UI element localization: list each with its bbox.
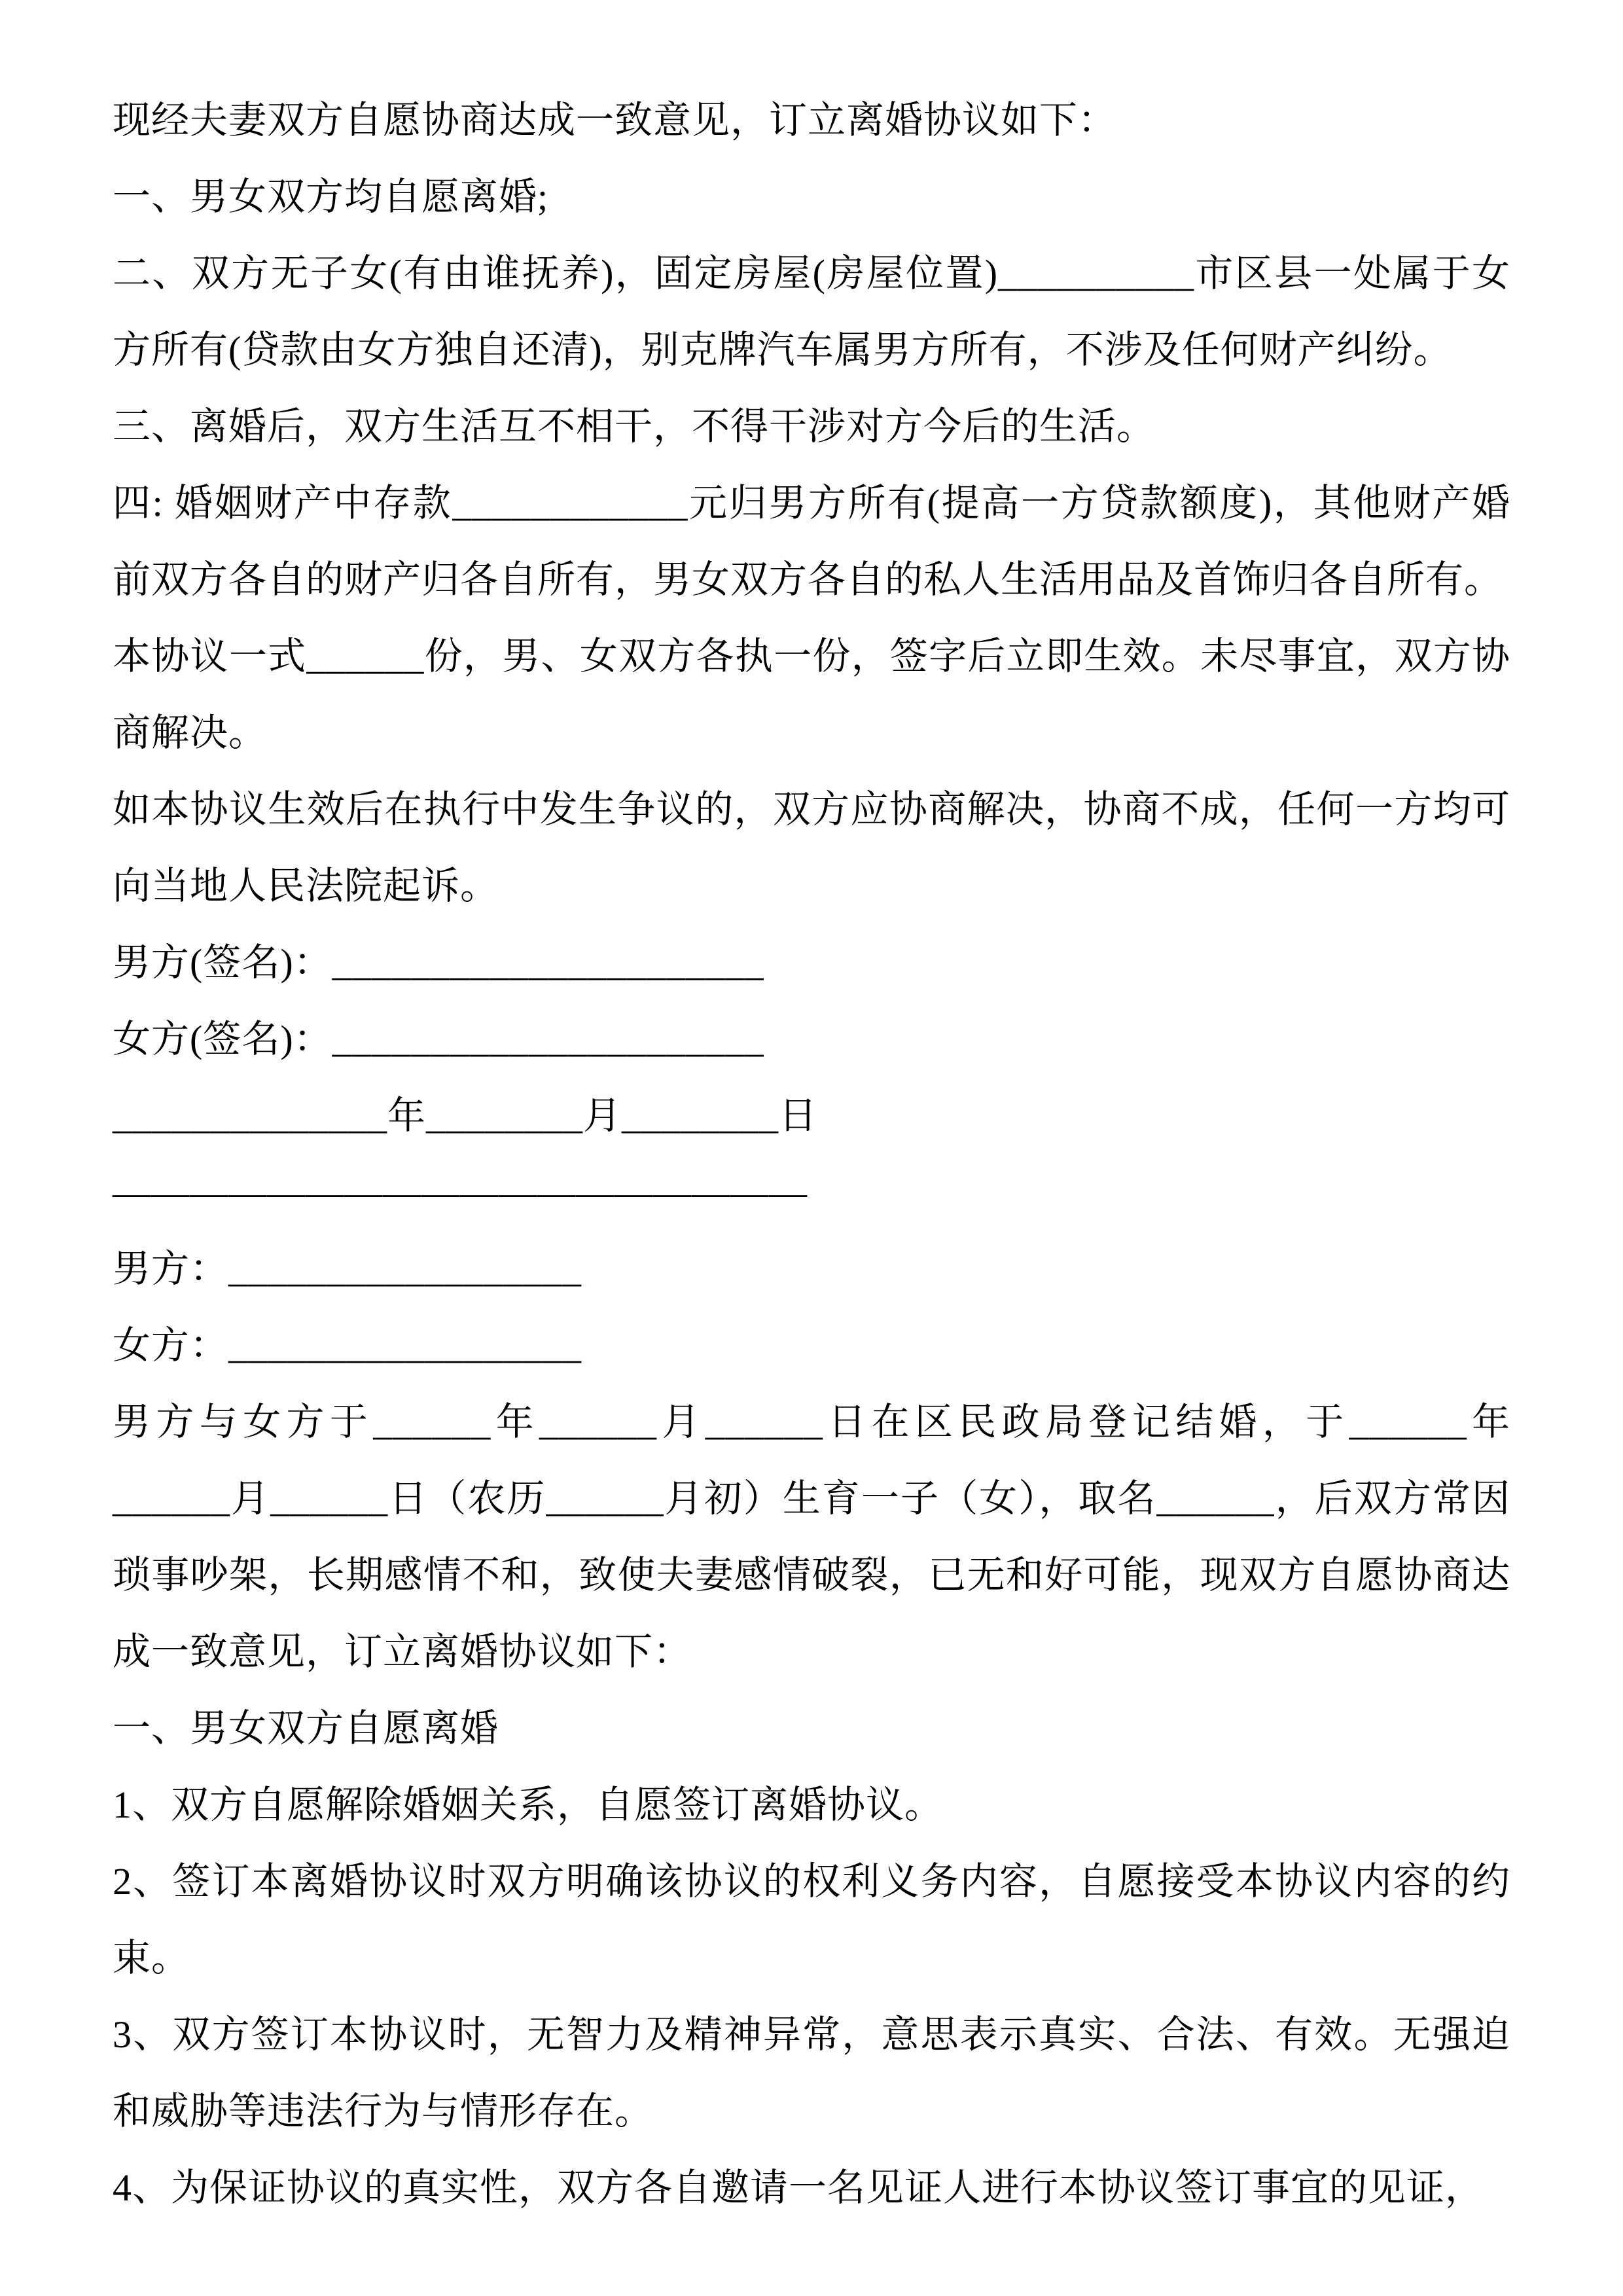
intro-line: 现经夫妻双方自愿协商达成一致意见，订立离婚协议如下： [113, 99, 1117, 141]
clause-1: 一、男女双方均自愿离婚; [113, 175, 549, 218]
second-agreement-intro: 男方与女方于______年______月______日在区民政局登记结婚，于______年______月______日（农历______月初）生育一子（女），取名______，后双方常因琐事吵架，长期感情不和，致使夫妻感情破裂，已无和好可能，现双方自愿协商达成一致意见，订立离婚协议如下： [113, 1401, 1510, 1673]
clause-4: 四: 婚姻财产中存款____________元归男方所有(提高一方贷款额度)，其他财产婚前双方各自的财产归各自所有，男女双方各自的私人生活用品及首饰归各自所有。 [113, 482, 1510, 601]
copies-clause: 本协议一式______份，男、女双方各执一份，签字后立即生效。未尽事宜，双方协商解决。 [113, 635, 1510, 754]
clause-2: 二、双方无子女(有由谁抚养)，固定房屋(房屋位置)__________市区县一处属于女方所有(贷款由女方独自还清)，别克牌汽车属男方所有，不涉及任何财产纠纷。 [113, 252, 1510, 371]
dispute-clause: 如本协议生效后在执行中发生争议的，双方应协商解决，协商不成，任何一方均可向当地人民法院起诉。 [113, 788, 1510, 907]
husband-name-line: 男方：__________________ [113, 1247, 582, 1290]
date-line: ______________年________月________日 [113, 1094, 818, 1137]
clause-3: 三、离婚后，双方生活互不相干，不得干涉对方今后的生活。 [113, 405, 1156, 448]
wife-signature-line: 女方(签名)：______________________ [113, 1018, 764, 1060]
wife-name-line: 女方：__________________ [113, 1324, 582, 1367]
husband-signature-line: 男方(签名)：______________________ [113, 941, 764, 984]
item-3: 3、双方签订本协议时，无智力及精神异常，意思表示真实、合法、有效。无强迫和威胁等违法行为与情形存在。 [113, 2013, 1510, 2132]
item-2: 2、签订本离婚协议时双方明确该协议的权利义务内容，自愿接受本协议内容的约束。 [113, 1860, 1510, 1979]
section-1-heading: 一、男女双方自愿离婚 [113, 1707, 499, 1749]
divider-dashes: —————————————————— [113, 1171, 808, 1213]
item-1: 1、双方自愿解除婚姻关系，自愿签订离婚协议。 [113, 1784, 944, 1826]
item-4: 4、为保证协议的真实性，双方各自邀请一名见证人进行本协议签订事宜的见证， [113, 2166, 1484, 2209]
